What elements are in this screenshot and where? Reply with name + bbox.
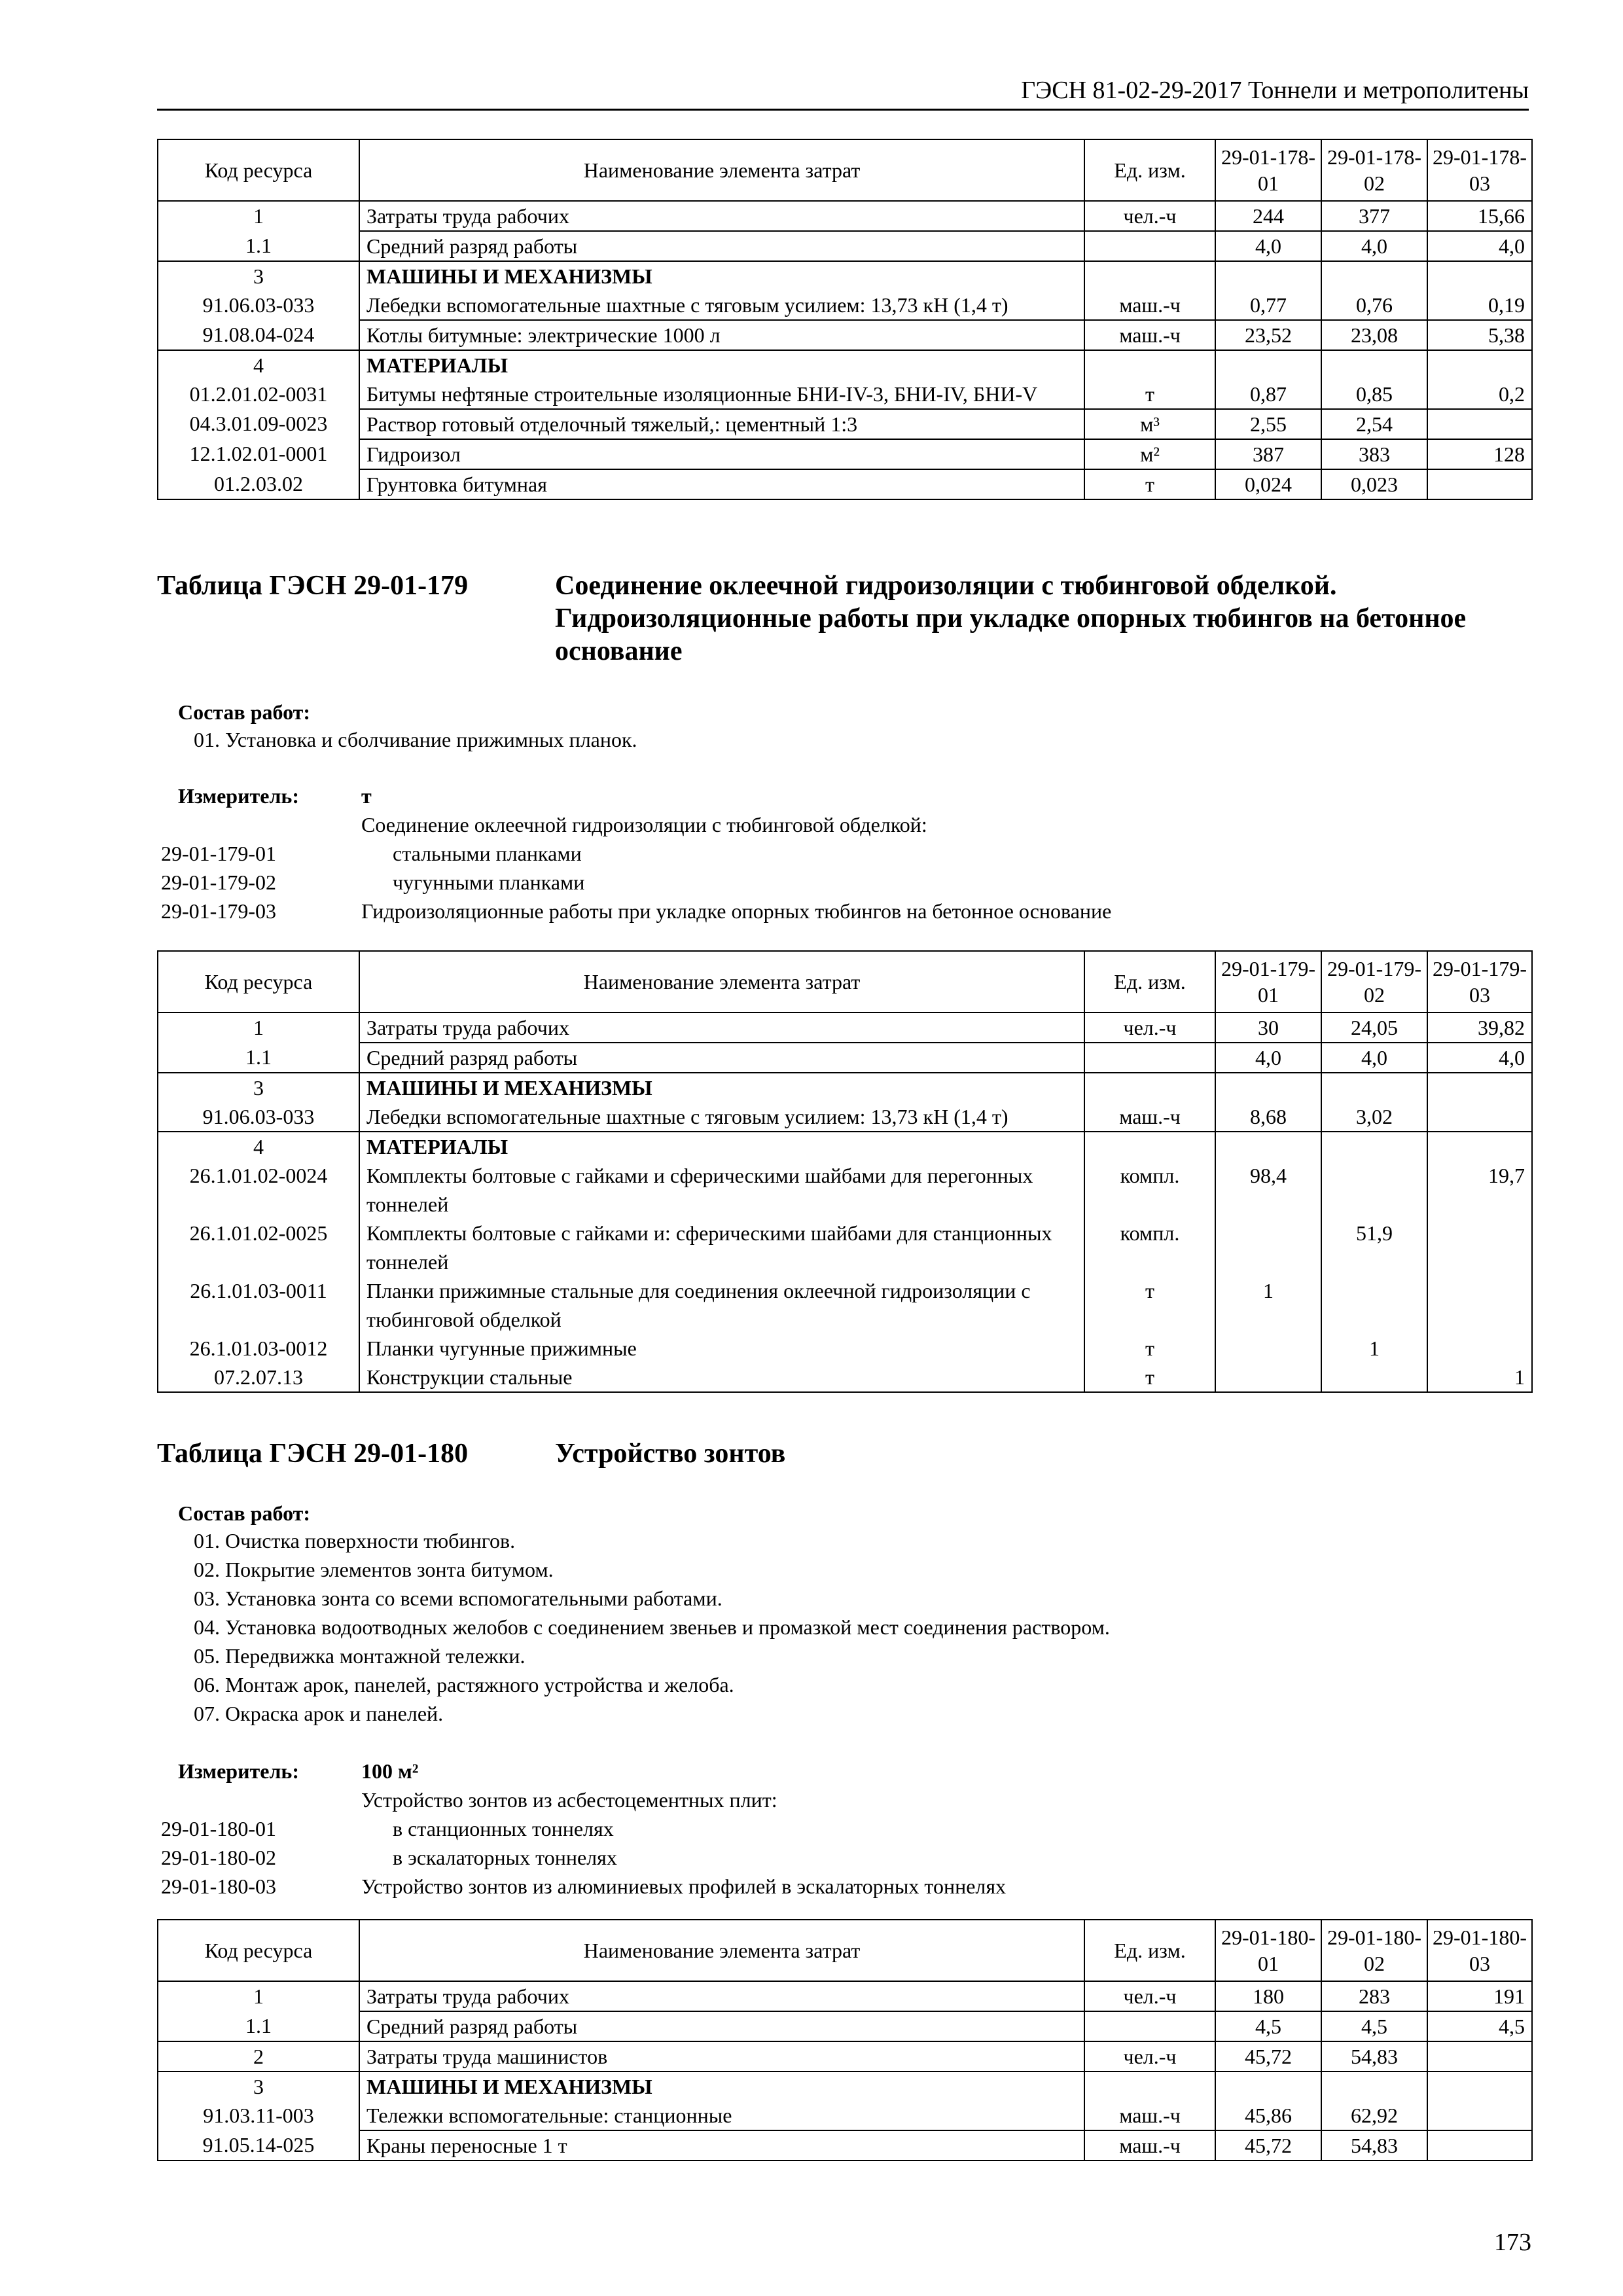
resource-code: 26.1.01.03-0011	[158, 1276, 359, 1334]
value-col-1: 1	[1215, 1276, 1321, 1334]
header-code: Код ресурса	[158, 1920, 359, 1981]
resource-code: 2	[158, 2041, 359, 2072]
row-group	[158, 201, 1532, 261]
resource-name: Средний разряд работы	[359, 2011, 1084, 2041]
row-group	[158, 1132, 1532, 1392]
section-179-item-text: чугунными планками	[393, 870, 585, 894]
value-col-2: 2,54	[1321, 409, 1427, 439]
resource-code: 1	[158, 1981, 359, 2011]
section-180-work-item: 04. Установка водоотводных желобов с соединением звеньев и промазкой мест соединения раствором.	[194, 1615, 1110, 1639]
table-row	[158, 1981, 1532, 2011]
resource-unit: маш.-ч	[1084, 291, 1215, 320]
value-col-2	[1321, 1363, 1427, 1392]
resource-code: 12.1.02.01-0001	[158, 439, 359, 469]
value-col-1: 2,55	[1215, 409, 1321, 439]
resource-code: 07.2.07.13	[158, 1363, 359, 1392]
section-180-title: Устройство зонтов	[555, 1439, 786, 1469]
value-col-2: 54,83	[1321, 2041, 1427, 2072]
resource-name: Битумы нефтяные строительные изоляционные БНИ-IV-3, БНИ-IV, БНИ-V	[359, 380, 1084, 409]
resource-name: МАТЕРИАЛЫ	[359, 350, 1084, 380]
table-row	[158, 1219, 1532, 1276]
table-row	[158, 439, 1532, 469]
section-180-item-code: 29-01-180-03	[161, 1874, 276, 1898]
table-row	[158, 380, 1532, 409]
resource-table-178	[157, 139, 1533, 500]
resource-name: Затраты труда рабочих	[359, 1013, 1084, 1043]
section-180-meter-label: Измеритель:	[178, 1759, 299, 1783]
value-col-1	[1215, 350, 1321, 380]
value-col-3	[1427, 2072, 1532, 2101]
value-col-1: 180	[1215, 1981, 1321, 2011]
resource-unit	[1084, 2072, 1215, 2101]
header-col-2: 29-01-178-02	[1321, 139, 1427, 201]
table-row	[158, 1073, 1532, 1102]
resource-code: 1	[158, 201, 359, 231]
value-col-3: 15,66	[1427, 201, 1532, 231]
resource-code: 91.05.14-025	[158, 2130, 359, 2161]
header-col-3: 29-01-178-03	[1427, 139, 1532, 201]
section-179-item-code: 29-01-179-03	[161, 899, 276, 923]
resource-unit	[1084, 261, 1215, 291]
table-row	[158, 1363, 1532, 1392]
resource-name: Краны переносные 1 т	[359, 2130, 1084, 2161]
value-col-2: 0,023	[1321, 469, 1427, 499]
header-col-3: 29-01-180-03	[1427, 1920, 1532, 1981]
resource-code: 1	[158, 1013, 359, 1043]
resource-code: 01.2.01.02-0031	[158, 380, 359, 409]
table-row	[158, 409, 1532, 439]
resource-unit: маш.-ч	[1084, 320, 1215, 350]
table-row	[158, 201, 1532, 231]
value-col-1: 30	[1215, 1013, 1321, 1043]
resource-name: Средний разряд работы	[359, 231, 1084, 261]
value-col-3	[1427, 1219, 1532, 1276]
value-col-2: 0,85	[1321, 380, 1427, 409]
header-unit: Ед. изм.	[1084, 1920, 1215, 1981]
row-group	[158, 261, 1532, 350]
resource-unit: чел.-ч	[1084, 1013, 1215, 1043]
table-row	[158, 1132, 1532, 1161]
value-col-3: 39,82	[1427, 1013, 1532, 1043]
resource-code: 91.08.04-024	[158, 320, 359, 350]
resource-table-179	[157, 950, 1533, 1393]
section-180-work-item: 02. Покрытие элементов зонта битумом.	[194, 1558, 554, 1581]
resource-code: 3	[158, 1073, 359, 1102]
section-180-item-code: 29-01-180-01	[161, 1817, 276, 1840]
row-group	[158, 1013, 1532, 1073]
value-col-1	[1215, 1073, 1321, 1102]
table-row	[158, 350, 1532, 380]
resource-name: Затраты труда машинистов	[359, 2041, 1084, 2072]
resource-name: МАШИНЫ И МЕХАНИЗМЫ	[359, 2072, 1084, 2101]
resource-unit	[1084, 231, 1215, 261]
value-col-3	[1427, 1102, 1532, 1132]
resource-unit: т	[1084, 380, 1215, 409]
value-col-3: 4,5	[1427, 2011, 1532, 2041]
resource-code: 4	[158, 1132, 359, 1161]
table-row	[158, 291, 1532, 320]
value-col-2: 377	[1321, 201, 1427, 231]
value-col-2: 54,83	[1321, 2130, 1427, 2161]
row-group	[158, 1981, 1532, 2041]
value-col-1: 23,52	[1215, 320, 1321, 350]
section-180-item-code: 29-01-180-02	[161, 1846, 276, 1869]
row-group	[158, 2041, 1532, 2072]
table-row	[158, 231, 1532, 261]
header-code: Код ресурса	[158, 951, 359, 1013]
resource-name: Лебедки вспомогательные шахтные с тяговым усилием: 13,73 кН (1,4 т)	[359, 1102, 1084, 1132]
value-col-3: 0,19	[1427, 291, 1532, 320]
value-col-1: 98,4	[1215, 1161, 1321, 1219]
resource-code: 91.03.11-003	[158, 2101, 359, 2130]
section-179-works-label: Состав работ:	[178, 700, 311, 724]
value-col-1: 0,024	[1215, 469, 1321, 499]
resource-name: Лебедки вспомогательные шахтные с тяговым усилием: 13,73 кН (1,4 т)	[359, 291, 1084, 320]
value-col-2: 24,05	[1321, 1013, 1427, 1043]
table-row	[158, 261, 1532, 291]
value-col-1: 4,0	[1215, 1043, 1321, 1073]
resource-code: 04.3.01.09-0023	[158, 409, 359, 439]
section-180-meter-value: 100 м²	[361, 1759, 419, 1783]
section-180-work-item: 01. Очистка поверхности тюбингов.	[194, 1529, 516, 1552]
value-col-3	[1427, 1334, 1532, 1363]
section-180-work-item: 05. Передвижка монтажной тележки.	[194, 1644, 526, 1668]
value-col-2	[1321, 1161, 1427, 1219]
resource-name: МАТЕРИАЛЫ	[359, 1132, 1084, 1161]
value-col-1: 0,87	[1215, 380, 1321, 409]
resource-code: 4	[158, 350, 359, 380]
resource-unit: маш.-ч	[1084, 2130, 1215, 2161]
section-180-works-label: Состав работ:	[178, 1501, 311, 1525]
header-name: Наименование элемента затрат	[359, 139, 1084, 201]
section-180-label: Таблица ГЭСН 29-01-180	[157, 1439, 469, 1469]
value-col-2: 283	[1321, 1981, 1427, 2011]
value-col-3	[1427, 469, 1532, 499]
value-col-3	[1427, 1132, 1532, 1161]
header-col-1: 29-01-180-01	[1215, 1920, 1321, 1981]
resource-name: Средний разряд работы	[359, 1043, 1084, 1073]
header-code: Код ресурса	[158, 139, 359, 201]
value-col-3: 5,38	[1427, 320, 1532, 350]
resource-name: Котлы битумные: электрические 1000 л	[359, 320, 1084, 350]
value-col-2: 4,0	[1321, 231, 1427, 261]
value-col-3	[1427, 2101, 1532, 2130]
section-179-title: Соединение оклеечной гидроизоляции с тюбинговой обделкой. Гидроизоляционные работы при укладке опорных тюбингов на бетонное основание	[555, 571, 1467, 666]
value-col-3	[1427, 2041, 1532, 2072]
value-col-2	[1321, 1132, 1427, 1161]
table-row	[158, 1102, 1532, 1132]
value-col-1	[1215, 1219, 1321, 1276]
resource-name: Тележки вспомогательные: станционные	[359, 2101, 1084, 2130]
resource-name: Планки чугунные прижимные	[359, 1334, 1084, 1363]
value-col-1: 45,86	[1215, 2101, 1321, 2130]
resource-unit: чел.-ч	[1084, 2041, 1215, 2072]
header-col-2: 29-01-180-02	[1321, 1920, 1427, 1981]
section-179-item-text: стальными планками	[393, 842, 582, 865]
value-col-3: 4,0	[1427, 1043, 1532, 1073]
section-180-item-text: в станционных тоннелях	[393, 1817, 614, 1840]
value-col-2	[1321, 1073, 1427, 1102]
resource-unit: компл.	[1084, 1161, 1215, 1219]
resource-unit: чел.-ч	[1084, 1981, 1215, 2011]
value-col-1	[1215, 1334, 1321, 1363]
header-col-1: 29-01-178-01	[1215, 139, 1321, 201]
value-col-1	[1215, 261, 1321, 291]
resource-code: 26.1.01.02-0025	[158, 1219, 359, 1276]
value-col-1: 4,5	[1215, 2011, 1321, 2041]
resource-code: 1.1	[158, 1043, 359, 1073]
resource-unit: маш.-ч	[1084, 2101, 1215, 2130]
section-180-work-item: 03. Установка зонта со всеми вспомогательными работами.	[194, 1587, 722, 1610]
section-179-meter-value: т	[361, 784, 372, 808]
value-col-3: 1	[1427, 1363, 1532, 1392]
value-col-2: 23,08	[1321, 320, 1427, 350]
table-row	[158, 1161, 1532, 1219]
table-row	[158, 2011, 1532, 2041]
value-col-1	[1215, 1132, 1321, 1161]
value-col-1	[1215, 2072, 1321, 2101]
resource-code: 26.1.01.03-0012	[158, 1334, 359, 1363]
value-col-1	[1215, 1363, 1321, 1392]
table-row	[158, 469, 1532, 499]
resource-name: Комплекты болтовые с гайками и сферическими шайбами для перегонных тоннелей	[359, 1161, 1084, 1219]
section-180-item-text: Устройство зонтов из алюминиевых профилей в эскалаторных тоннелях	[361, 1874, 1007, 1898]
value-col-2: 4,5	[1321, 2011, 1427, 2041]
value-col-3: 4,0	[1427, 231, 1532, 261]
value-col-1: 8,68	[1215, 1102, 1321, 1132]
resource-name: Раствор готовый отделочный тяжелый,: цементный 1:3	[359, 409, 1084, 439]
resource-unit: чел.-ч	[1084, 201, 1215, 231]
value-col-1: 244	[1215, 201, 1321, 231]
resource-code: 3	[158, 2072, 359, 2101]
resource-name: Планки прижимные стальные для соединения оклеечной гидроизоляции с тюбинговой обделкой	[359, 1276, 1084, 1334]
value-col-3	[1427, 2130, 1532, 2161]
resource-unit: т	[1084, 1276, 1215, 1334]
section-179-item-text: Гидроизоляционные работы при укладке опорных тюбингов на бетонное основание	[361, 899, 1112, 923]
value-col-2	[1321, 261, 1427, 291]
table-row	[158, 2041, 1532, 2072]
resource-unit	[1084, 1132, 1215, 1161]
value-col-3	[1427, 1073, 1532, 1102]
header-col-2: 29-01-179-02	[1321, 951, 1427, 1013]
table-row	[158, 320, 1532, 350]
resource-name: Грунтовка битумная	[359, 469, 1084, 499]
value-col-1: 45,72	[1215, 2041, 1321, 2072]
section-179-label: Таблица ГЭСН 29-01-179	[157, 571, 469, 601]
row-group	[158, 350, 1532, 499]
table-row	[158, 2072, 1532, 2101]
resource-unit: м³	[1084, 409, 1215, 439]
header-unit: Ед. изм.	[1084, 139, 1215, 201]
resource-unit	[1084, 2011, 1215, 2041]
value-col-1: 4,0	[1215, 231, 1321, 261]
resource-name: МАШИНЫ И МЕХАНИЗМЫ	[359, 261, 1084, 291]
table-row	[158, 2130, 1532, 2161]
value-col-2: 4,0	[1321, 1043, 1427, 1073]
value-col-2	[1321, 350, 1427, 380]
value-col-3: 0,2	[1427, 380, 1532, 409]
section-179-meter-intro: Соединение оклеечной гидроизоляции с тюбинговой обделкой:	[361, 813, 927, 836]
resource-unit: м²	[1084, 439, 1215, 469]
value-col-3: 128	[1427, 439, 1532, 469]
resource-code: 1.1	[158, 231, 359, 261]
value-col-1: 387	[1215, 439, 1321, 469]
table-row	[158, 1013, 1532, 1043]
resource-name: Затраты труда рабочих	[359, 201, 1084, 231]
value-col-3: 191	[1427, 1981, 1532, 2011]
value-col-1: 0,77	[1215, 291, 1321, 320]
resource-table-180	[157, 1919, 1533, 2161]
resource-code: 26.1.01.02-0024	[158, 1161, 359, 1219]
header-name: Наименование элемента затрат	[359, 1920, 1084, 1981]
running-header	[157, 73, 1529, 111]
value-col-2	[1321, 2072, 1427, 2101]
resource-unit	[1084, 350, 1215, 380]
resource-code: 1.1	[158, 2011, 359, 2041]
value-col-2	[1321, 1276, 1427, 1334]
row-group	[158, 1073, 1532, 1132]
header-name: Наименование элемента затрат	[359, 951, 1084, 1013]
table-row	[158, 2101, 1532, 2130]
table-row	[158, 1043, 1532, 1073]
section-180-work-item: 06. Монтаж арок, панелей, растяжного устройства и желоба.	[194, 1673, 734, 1696]
value-col-3	[1427, 350, 1532, 380]
resource-name: Затраты труда рабочих	[359, 1981, 1084, 2011]
resource-unit	[1084, 1043, 1215, 1073]
resource-code: 91.06.03-033	[158, 1102, 359, 1132]
resource-code: 01.2.03.02	[158, 469, 359, 499]
value-col-2: 1	[1321, 1334, 1427, 1363]
value-col-2: 0,76	[1321, 291, 1427, 320]
value-col-3	[1427, 409, 1532, 439]
resource-name: Гидроизол	[359, 439, 1084, 469]
value-col-2: 51,9	[1321, 1219, 1427, 1276]
table-row	[158, 1276, 1532, 1334]
section-179-work-item: 01. Установка и сболчивание прижимных планок.	[194, 728, 637, 751]
running-header-title: ГЭСН 81-02-29-2017 Тоннели и метрополитены	[1021, 77, 1529, 104]
value-col-3	[1427, 261, 1532, 291]
resource-code: 3	[158, 261, 359, 291]
page-number: 173	[1494, 2229, 1531, 2256]
resource-unit	[1084, 1073, 1215, 1102]
header-col-1: 29-01-179-01	[1215, 951, 1321, 1013]
resource-name: МАШИНЫ И МЕХАНИЗМЫ	[359, 1073, 1084, 1102]
value-col-2: 62,92	[1321, 2101, 1427, 2130]
value-col-1: 45,72	[1215, 2130, 1321, 2161]
resource-unit: компл.	[1084, 1219, 1215, 1276]
resource-unit: т	[1084, 1334, 1215, 1363]
header-unit: Ед. изм.	[1084, 951, 1215, 1013]
section-180-meter-intro: Устройство зонтов из асбестоцементных плит:	[361, 1788, 777, 1812]
section-179-item-code: 29-01-179-01	[161, 842, 276, 865]
value-col-3: 19,7	[1427, 1161, 1532, 1219]
resource-unit: маш.-ч	[1084, 1102, 1215, 1132]
value-col-2: 383	[1321, 439, 1427, 469]
section-180-work-item: 07. Окраска арок и панелей.	[194, 1702, 444, 1725]
resource-name: Конструкции стальные	[359, 1363, 1084, 1392]
header-col-3: 29-01-179-03	[1427, 951, 1532, 1013]
section-179-item-code: 29-01-179-02	[161, 870, 276, 894]
value-col-2: 3,02	[1321, 1102, 1427, 1132]
row-group	[158, 2072, 1532, 2161]
section-180-item-text: в эскалаторных тоннелях	[393, 1846, 617, 1869]
table-row	[158, 1334, 1532, 1363]
resource-code: 91.06.03-033	[158, 291, 359, 320]
resource-unit: т	[1084, 469, 1215, 499]
section-179-meter-label: Измеритель:	[178, 784, 299, 808]
resource-unit: т	[1084, 1363, 1215, 1392]
resource-name: Комплекты болтовые с гайками и: сферическими шайбами для станционных тоннелей	[359, 1219, 1084, 1276]
value-col-3	[1427, 1276, 1532, 1334]
